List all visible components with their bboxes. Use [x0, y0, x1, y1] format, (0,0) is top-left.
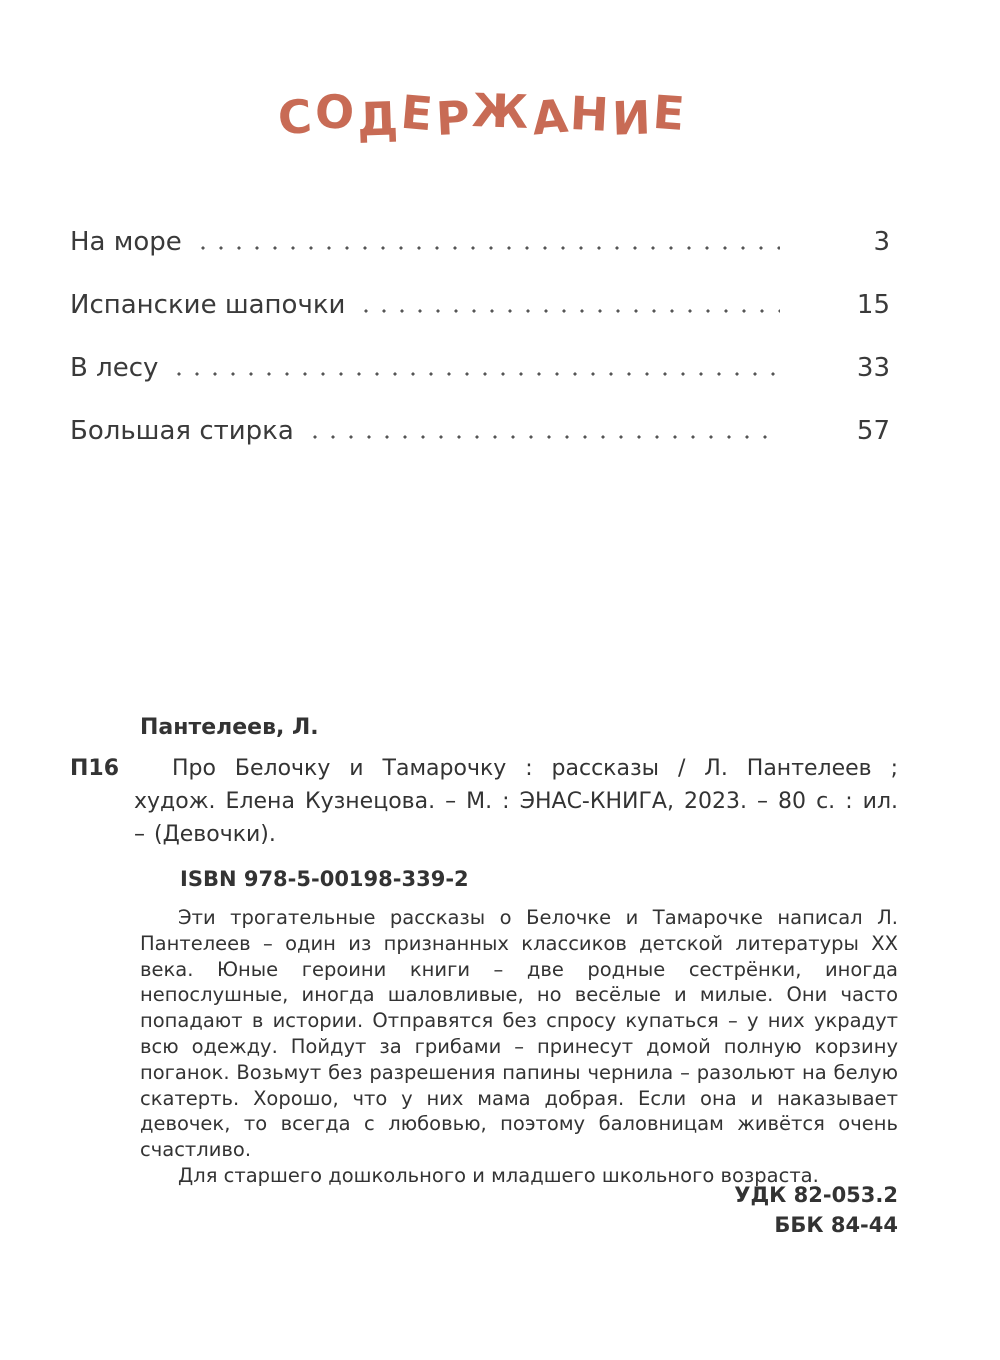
- isbn-number: ISBN 978-5-00198-339-2: [180, 867, 469, 891]
- audience-note: Для старшего дошкольного и младшего школьного возраста.: [178, 1163, 819, 1187]
- bbk-code: ББК 84-44: [774, 1213, 898, 1237]
- author-sign-code: П16: [70, 756, 120, 781]
- toc-entry-ispanskie-shapochki[interactable]: [70, 273, 890, 336]
- toc-entry-title: Большая стирка: [70, 416, 306, 446]
- table-of-contents: [70, 210, 890, 462]
- toc-dot-leader: [357, 309, 780, 313]
- catalog-author: Пантелеев, Л.: [140, 715, 319, 740]
- annotation-text: Эти трогательные рассказы о Белочке и Тамарочке написал Л. Пантелеев – один из признанных классиков детской литературы XX века. Юные героини книги – две родные сестрёнки, иногда непослушные, иногда шаловливые, но весёлые и милые. Они часто попадают в истории. Отправятся без спросу купаться – у них украдут всю одежду. Пойдут за грибами – принесут домой полную корзину поганок. Возьмут без разрешения папины чернила – разольют на белую скатерть. Хорошо, что у них мама добрая. Если она и наказывает девочек, то всегда с любовью, поэтому баловницам живётся очень счастливо.: [140, 906, 898, 1162]
- toc-heading: СОДЕРЖАНИЕ: [276, 82, 690, 147]
- toc-entry-title: В лесу: [70, 353, 170, 383]
- toc-entry-v-lesu[interactable]: [70, 336, 890, 399]
- catalog-record: [70, 712, 898, 1237]
- toc-entry-title: На море: [70, 227, 194, 257]
- toc-dot-leader: [194, 246, 780, 250]
- toc-entry-na-more[interactable]: [70, 210, 890, 273]
- annotation: [140, 905, 898, 1189]
- toc-entry-bolshaya-stirka[interactable]: [70, 399, 890, 462]
- toc-dot-leader: [306, 435, 780, 439]
- toc-entry-title: Испанские шапочки: [70, 290, 357, 320]
- bibliographic-text: Про Белочку и Тамарочку : рассказы / Л. Пантелеев ; худож. Елена Кузнецова. – М. : ЭНАС-КНИГА, 2023. – 80 с. : ил. – (Девочки).: [134, 756, 898, 847]
- toc-entry-page: 15: [856, 289, 890, 320]
- toc-dot-leader: [170, 372, 780, 376]
- bibliographic-description: [70, 752, 898, 851]
- udk-code: УДК 82-053.2: [734, 1183, 898, 1207]
- toc-entry-page: 33: [856, 352, 890, 383]
- toc-entry-page: 3: [873, 226, 890, 257]
- toc-entry-page: 57: [856, 415, 890, 446]
